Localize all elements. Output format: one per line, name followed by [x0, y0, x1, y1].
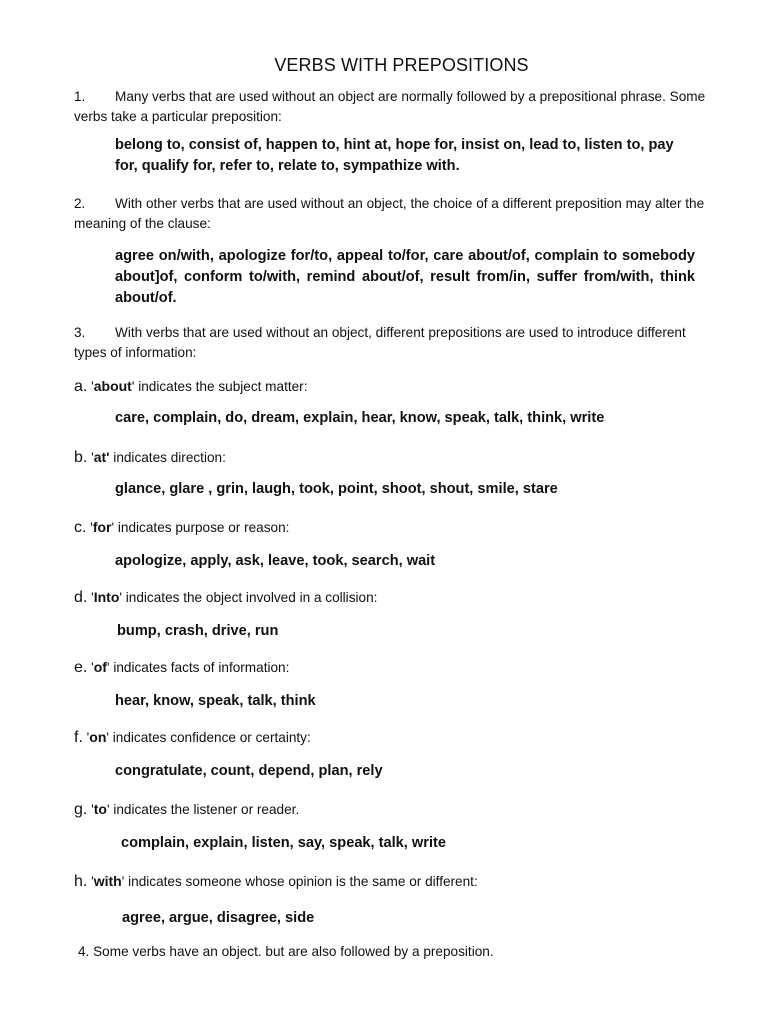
item-heading-e — [74, 659, 289, 677]
item-heading-b — [74, 449, 226, 467]
paragraph-number: 2. — [74, 196, 86, 211]
item-verb-list-c: apologize, apply, ask, leave, took, search, wait — [115, 553, 436, 569]
paragraph-2-line-1 — [74, 194, 704, 214]
item-verb-list-b: glance, glare , grin, laugh, took, point, shoot, shout, smile, stare — [115, 481, 558, 497]
verb-list-1-line-1: belong to, consist of, happen to, hint at, hope for, insist on, lead to, listen to, pay — [115, 137, 674, 153]
quote-close: ' — [119, 590, 122, 605]
preposition-keyword: for — [92, 519, 112, 535]
item-heading-f — [74, 729, 311, 747]
paragraph-4: 4. Some verbs have an object. but are also followed by a preposition. — [78, 944, 494, 959]
paragraph-2-line-2: meaning of the clause: — [74, 216, 211, 231]
paragraph-text: With other verbs that are used without an object, the choice of a different preposition may alter the — [115, 196, 705, 211]
quote-open: ' — [91, 802, 94, 817]
preposition-keyword: on — [89, 729, 107, 745]
item-verb-list-h: agree, argue, disagree, side — [122, 910, 315, 926]
item-letter: h. — [74, 873, 88, 890]
item-description: indicates direction: — [109, 450, 226, 465]
paragraph-3-line-1 — [74, 323, 686, 343]
preposition-keyword: of — [93, 659, 107, 675]
quote-open: ' — [86, 730, 90, 745]
quote-close: ' — [106, 802, 110, 817]
item-verb-list-a: care, complain, do, dream, explain, hear, know, speak, talk, think, write — [115, 410, 605, 426]
item-heading-d — [74, 589, 377, 607]
item-heading-g — [74, 801, 299, 819]
paragraph-number: 1. — [74, 89, 86, 104]
paragraph-text: Many verbs that are used without an object are normally followed by a prepositional phrase. Some — [115, 89, 706, 104]
paragraph-text: With verbs that are used without an object, different prepositions are used to introduce different — [115, 325, 686, 340]
quote-close: ' — [111, 520, 115, 535]
quote-open: ' — [91, 379, 94, 394]
item-letter: e. — [74, 659, 88, 676]
item-description: indicates facts of information: — [109, 660, 290, 675]
item-letter: b. — [74, 449, 88, 466]
quote-open: ' — [91, 590, 94, 605]
item-heading-a — [74, 378, 307, 396]
item-letter: c. — [74, 519, 87, 536]
verb-list-2: agree on/with, apologize for/to, appeal to/for, care about/of, complain to somebody about]of, conform to/with, remind about/of, result from/in, suffer from/with, think about/of. — [115, 248, 695, 306]
quote-open: ' — [91, 450, 94, 465]
paragraph-3-line-2: types of information: — [74, 345, 197, 360]
quote-close: ' — [131, 379, 135, 394]
preposition-keyword: with — [93, 873, 122, 889]
quote-open: ' — [90, 520, 93, 535]
item-letter: f. — [74, 729, 83, 746]
item-heading-h — [74, 873, 478, 891]
verb-list-1-line-2: for, qualify for, refer to, relate to, sympathize with. — [115, 158, 460, 174]
preposition-keyword: about — [93, 378, 132, 394]
paragraph-1-line-1 — [74, 87, 705, 107]
page-title: VERBS WITH PREPOSITIONS — [274, 55, 529, 75]
quote-close: ' — [121, 874, 125, 889]
item-description: indicates someone whose opinion is the same or different: — [124, 874, 478, 889]
item-letter: a. — [74, 378, 88, 395]
preposition-keyword: to — [93, 801, 107, 817]
item-description: indicates the subject matter: — [134, 379, 308, 394]
preposition-keyword: Into — [93, 589, 120, 605]
item-letter: g. — [74, 801, 88, 818]
item-letter: d. — [74, 589, 88, 606]
item-verb-list-d: bump, crash, drive, run — [117, 623, 279, 639]
item-description: indicates confidence or certainty: — [109, 730, 311, 745]
item-heading-c — [74, 519, 289, 537]
quote-close: ' — [106, 730, 109, 745]
quote-open: ' — [91, 874, 94, 889]
paragraph-number: 3. — [74, 325, 86, 340]
item-verb-list-g: complain, explain, listen, say, speak, talk, write — [121, 835, 446, 851]
quote-close: ' — [106, 660, 110, 675]
item-description: indicates the listener or reader. — [109, 802, 300, 817]
preposition-keyword: at' — [93, 449, 110, 465]
paragraph-1-line-2: verbs take a particular preposition: — [74, 109, 282, 124]
item-description: indicates the object involved in a collision: — [122, 590, 378, 605]
item-description: indicates purpose or reason: — [114, 520, 290, 535]
item-verb-list-e: hear, know, speak, talk, think — [115, 693, 316, 709]
item-verb-list-f: congratulate, count, depend, plan, rely — [115, 763, 383, 779]
quote-open: ' — [91, 660, 94, 675]
